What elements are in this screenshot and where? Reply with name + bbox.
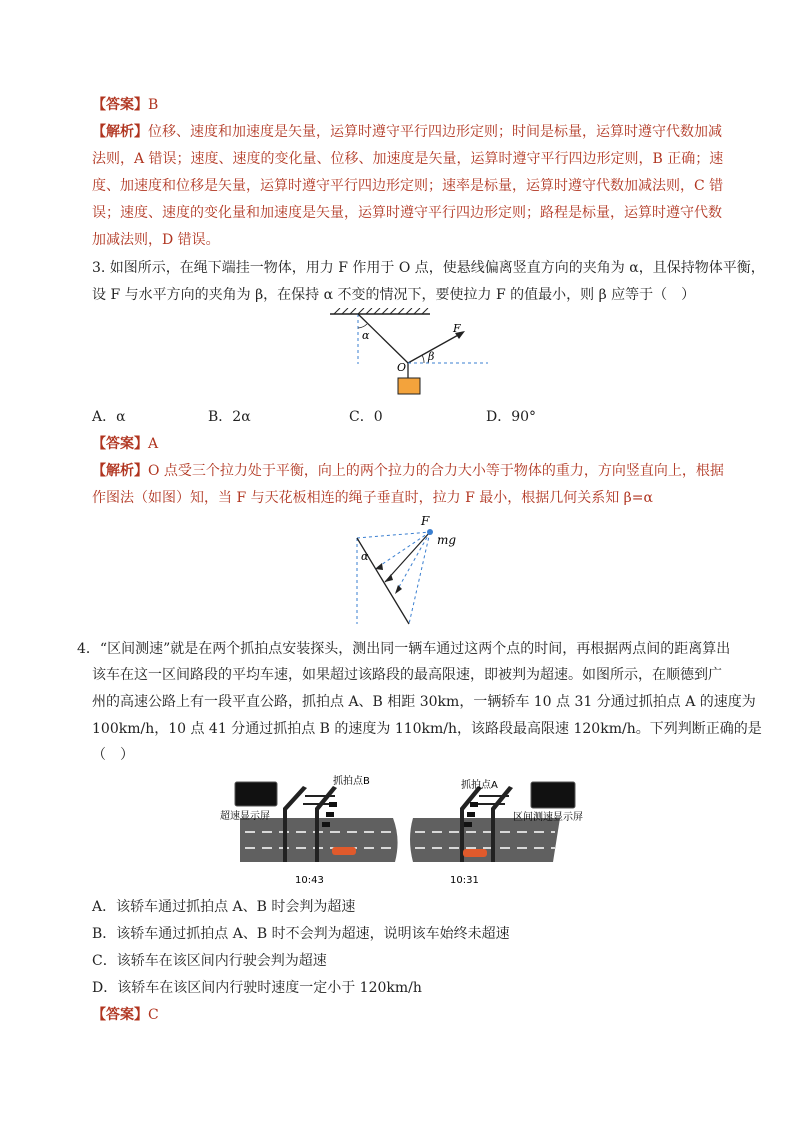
q3-answer-value: A	[148, 436, 159, 452]
q3-analysis-diagram	[345, 514, 465, 629]
q4-stem-line-5: （ ）	[92, 747, 134, 763]
q4-option-d[interactable]: D．该轿车在该区间内行驶时速度一定小于 120km/h	[92, 980, 422, 996]
q3-option-a[interactable]: A．α	[92, 409, 126, 425]
q4-answer	[92, 1006, 159, 1024]
alpha-label: α	[362, 329, 370, 342]
q4-stem-line-3: 州的高速公路上有一段平直公路，抓拍点 A、B 相距 30km，一辆轿车 10 点 31 分通过抓拍点 A 的速度为	[92, 694, 756, 710]
left-point-label: 抓拍点B	[333, 776, 370, 787]
left-time-label: 10:43	[295, 875, 324, 886]
q3-analysis-line-1: 【解析】O 点受三个拉力处于平衡，向上的两个拉力的合力大小等于物体的重力，方向竖直向上，根据	[92, 463, 724, 479]
q3-option-d[interactable]: D．90°	[486, 409, 537, 425]
left-screen-label: 超速显示屏	[220, 811, 270, 822]
q4-option-b[interactable]: B．该轿车通过抓拍点 A、B 时不会判为超速，说明该车始终未超速	[92, 926, 510, 942]
right-point-label: 抓拍点A	[461, 780, 498, 791]
q2-answer-value: B	[148, 97, 159, 113]
q2-answer	[92, 96, 158, 114]
q3-stem-line-1: 3. 如图所示，在绳下端挂一物体，用力 F 作用于 O 点，使悬线偏离竖直方向的夹角为 α，且保持物体平衡，	[92, 260, 765, 276]
alpha-label: α	[361, 550, 369, 563]
q2-analysis-line-3: 度、加速度和位移是矢量，运算时遵守平行四边形定则；速率是标量，运算时遵守代数加减法则，C 错	[92, 178, 724, 194]
q2-analysis-tag: 【解析】	[92, 124, 148, 140]
q2-analysis-line-2: 法则，A 错误；速度、速度的变化量、位移、加速度是矢量，运算时遵守平行四边形定则，B 正确；速	[92, 151, 724, 167]
q3-stem-line-2: 设 F 与水平方向的夹角为 β，在保持 α 不变的情况下，要使拉力 F 的值最小，则 β 应等于（ ）	[92, 287, 696, 303]
O-label: O	[397, 361, 407, 374]
right-screen-label: 区间测速显示屏	[513, 812, 583, 823]
right-time-label: 10:31	[450, 875, 479, 886]
q4-answer-tag: 【答案】	[92, 1007, 148, 1023]
q3-force-diagram	[320, 308, 500, 403]
right-car	[463, 849, 487, 857]
q4-answer-value: C	[148, 1007, 159, 1023]
mg-label: mg	[437, 533, 457, 547]
hanging-block	[398, 378, 420, 394]
q4-option-c[interactable]: C．该轿车在该区间内行驶会判为超速	[92, 953, 327, 969]
q4-stem-line-4: 100km/h，10 点 41 分通过抓拍点 B 的速度为 110km/h，该路段最高限速 120km/h。下列判断正确的是	[92, 721, 762, 737]
q2-analysis-line-4: 误；速度、速度的变化量和加速度是矢量，运算时遵守平行四边形定则；路程是标量，运算时遵守代数	[92, 205, 722, 221]
F-label: F	[421, 514, 430, 528]
q4-stem-line-1: 4．“区间测速”就是在两个抓拍点安装探头，测出同一辆车通过这两个点的时间，再根据两点间的距离算出	[77, 641, 731, 657]
q3-option-b[interactable]: B．2α	[208, 409, 251, 425]
left-display-screen	[235, 782, 277, 806]
q4-stem-line-2: 该车在这一区间路段的平均车速，如果超过该路段的最高限速，即被判为超速。如图所示，在顺德到广	[92, 667, 722, 683]
q3-answer-tag: 【答案】	[92, 436, 148, 452]
point-O	[427, 529, 433, 535]
beta-label: β	[428, 350, 435, 363]
ceiling-hatch	[334, 308, 428, 314]
q2-analysis-line-1: 【解析】位移、速度和加速度是矢量，运算时遵守平行四边形定则；时间是标量，运算时遵守代数加减	[92, 124, 722, 140]
q3-answer	[92, 435, 158, 453]
q4-option-a[interactable]: A．该轿车通过抓拍点 A、B 时会判为超速	[92, 899, 356, 915]
q3-analysis-line-2: 作图法（如图）知，当 F 与天花板相连的绳子垂直时，拉力 F 最小，根据几何关系知 β=α	[92, 490, 653, 506]
q2-analysis-line-5: 加减法则，D 错误。	[92, 232, 220, 248]
right-display-screen	[531, 782, 575, 808]
F-label: F	[453, 322, 461, 335]
left-car	[332, 847, 356, 855]
q3-analysis-tag: 【解析】	[92, 463, 148, 479]
q2-answer-tag: 【答案】	[92, 97, 148, 113]
q4-speed-camera-diagram	[215, 770, 605, 888]
q3-option-c[interactable]: C．0	[349, 409, 383, 425]
